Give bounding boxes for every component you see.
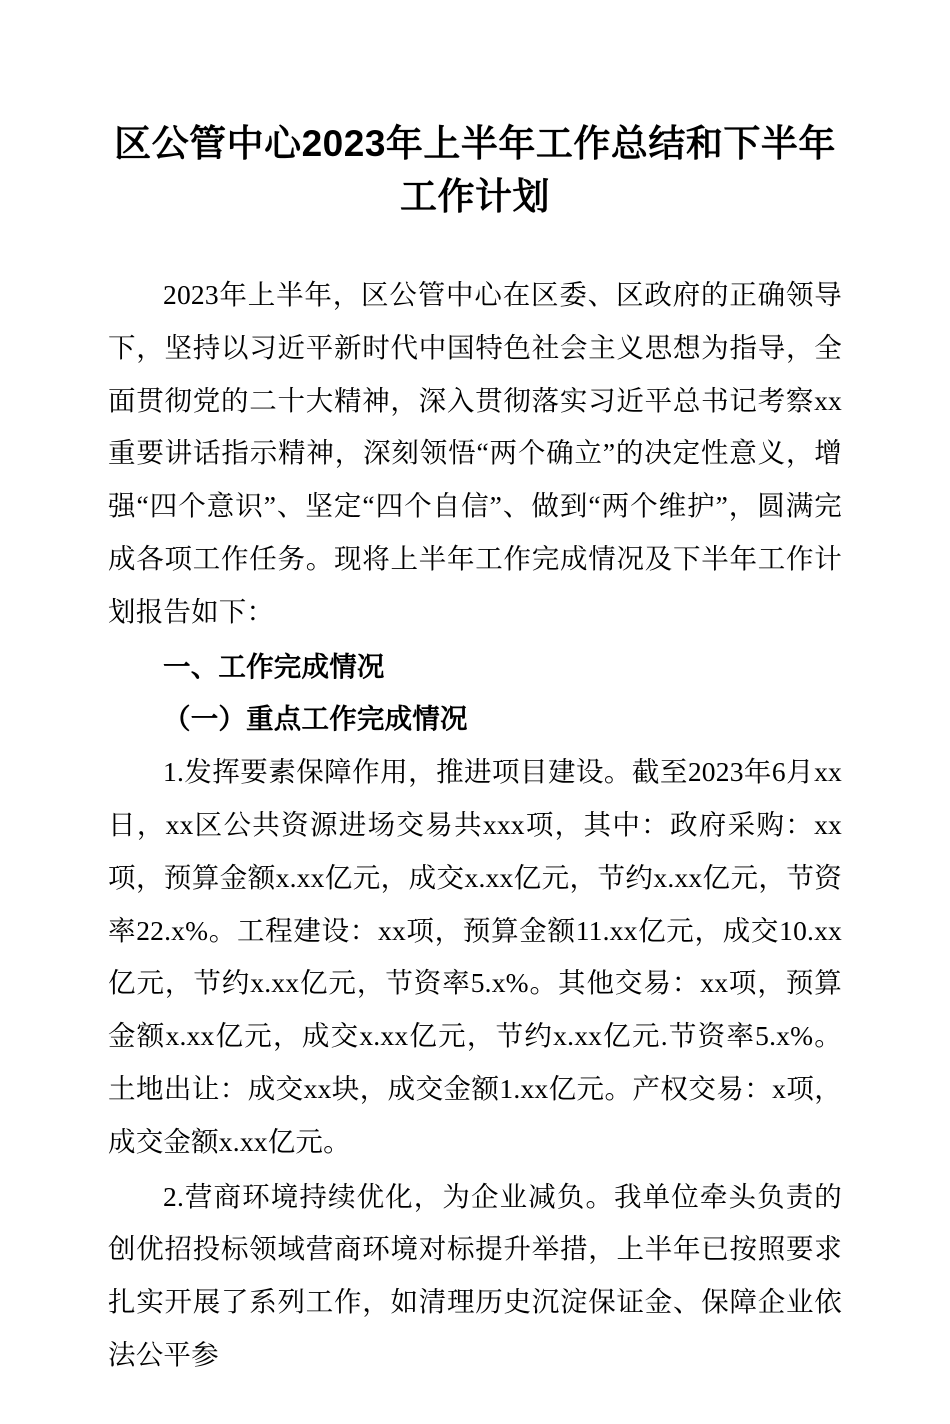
list-item-1: 1.发挥要素保障作用，推进项目建设。截至2023年6月xx日，xx区公共资源进场交易共xxx项，其中：政府采购：xx项，预算金额x.xx亿元，成交x.xx亿元，节约x.xx亿元，节资率22.x%。工程建设：xx项，预算金额11.xx亿元，成交10.xx亿元，节约x.xx亿元，节资率5.x%。其他交易：xx项，预算金额x.xx亿元，成交x.xx亿元，节约x.xx亿元.节资率5.x%。土地出让：成交xx块，成交金额1.xx亿元。产权交易：x项，成交金额x.xx亿元。 (108, 756, 842, 1157)
page-title: 区公管中心2023年上半年工作总结和下半年工作计划 (114, 123, 836, 217)
subsection-heading-key-work: （一）重点工作完成情况 (163, 703, 468, 735)
list-item-2: 2.营商环境持续优化，为企业减负。我单位牵头负责的创优招投标领域营商环境对标提升举措，上半年已按照要求扎实开展了系列工作，如清理历史沉淀保证金、保障企业依法公平参 (108, 1180, 842, 1370)
section-heading-work-completion: 一、工作完成情况 (163, 650, 385, 682)
intro-paragraph: 2023年上半年，区公管中心在区委、区政府的正确领导下，坚持以习近平新时代中国特色社会主义思想为指导，全面贯彻党的二十大精神，深入贯彻落实习近平总书记考察xx重要讲话指示精神，深刻领悟“两个确立”的决定性意义，增强“四个意识”、坚定“四个自信”、做到“两个维护”，圆满完成各项工作任务。现将上半年工作完成情况及下半年工作计划报告如下： (108, 279, 842, 627)
